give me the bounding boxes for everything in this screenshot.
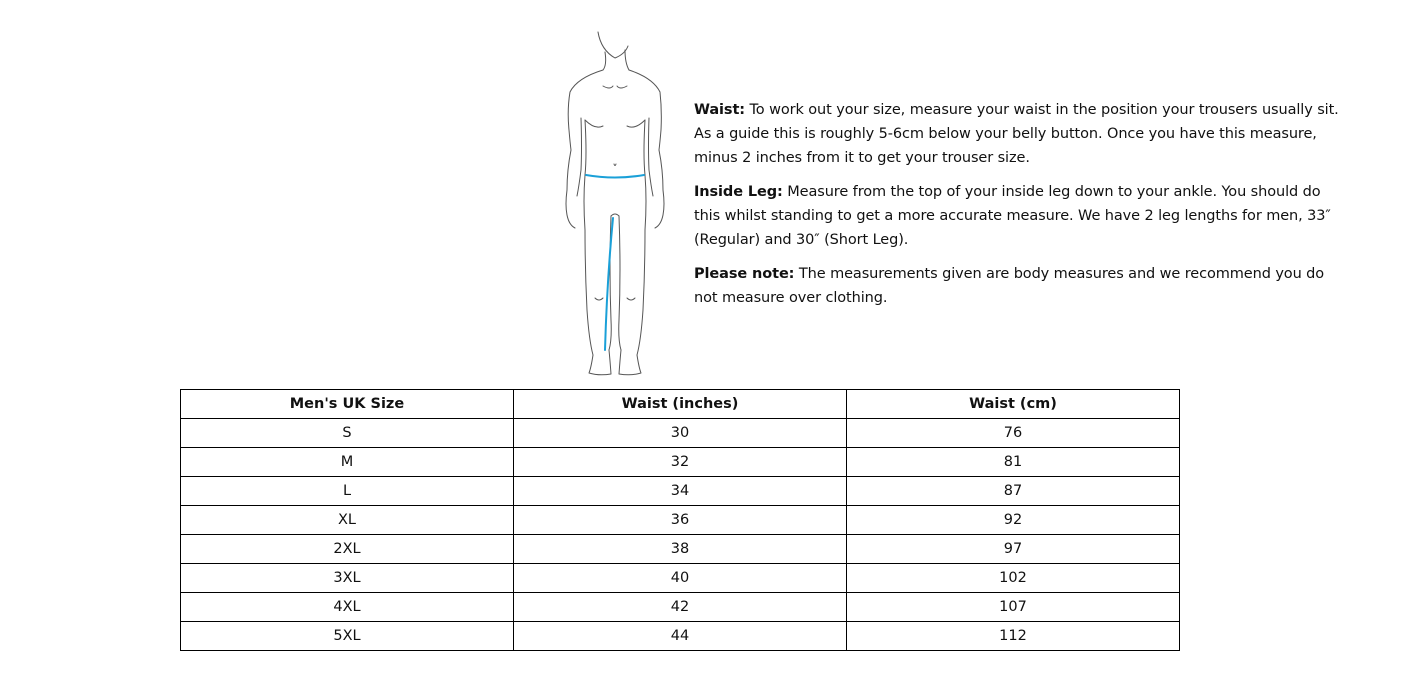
cell-waist-inches: 30	[513, 419, 846, 448]
cell-size: M	[181, 448, 514, 477]
table-row	[181, 593, 1180, 622]
header-waist-inches: Waist (inches)	[513, 390, 846, 419]
cell-waist-inches: 38	[513, 535, 846, 564]
please-note-label: Please note:	[694, 266, 795, 282]
cell-size: S	[181, 419, 514, 448]
table-row	[181, 419, 1180, 448]
cell-size: 5XL	[181, 622, 514, 651]
cell-size: 2XL	[181, 535, 514, 564]
waist-note-text: To work out your size, measure your waist in the position your trousers usually sit. As a guide this is roughly 5-6cm below your belly button. Once you have this measure, minus 2 inches from it to get your trouser size.	[694, 102, 1339, 166]
cell-size: XL	[181, 506, 514, 535]
table-row	[181, 564, 1180, 593]
please-note	[694, 262, 1344, 310]
table-row	[181, 506, 1180, 535]
body-measurement-figure	[555, 30, 675, 380]
inside-leg-note	[694, 180, 1344, 252]
waist-note-label: Waist:	[694, 102, 745, 118]
please-note-text: The measurements given are body measures and we recommend you do not measure over clothing.	[694, 266, 1325, 306]
cell-waist-inches: 34	[513, 477, 846, 506]
cell-waist-cm: 97	[847, 535, 1180, 564]
table-row	[181, 477, 1180, 506]
cell-waist-inches: 44	[513, 622, 846, 651]
body-outline-illustration	[555, 30, 675, 380]
cell-size: L	[181, 477, 514, 506]
table-row	[181, 448, 1180, 477]
cell-waist-cm: 76	[847, 419, 1180, 448]
waist-measure-line	[586, 175, 644, 178]
cell-size: 4XL	[181, 593, 514, 622]
table-row	[181, 535, 1180, 564]
cell-waist-cm: 92	[847, 506, 1180, 535]
table-row	[181, 622, 1180, 651]
header-uk-size: Men's UK Size	[181, 390, 514, 419]
cell-waist-inches: 40	[513, 564, 846, 593]
inside-leg-measure-line	[605, 218, 613, 350]
inside-leg-note-text: Measure from the top of your inside leg down to your ankle. You should do this whilst standing to get a more accurate measure. We have 2 leg lengths for men, 33″ (Regular) and 30″ (Short Leg).	[694, 184, 1331, 248]
cell-waist-cm: 87	[847, 477, 1180, 506]
header-waist-cm: Waist (cm)	[847, 390, 1180, 419]
cell-waist-inches: 32	[513, 448, 846, 477]
cell-waist-cm: 102	[847, 564, 1180, 593]
cell-waist-inches: 36	[513, 506, 846, 535]
measurement-instructions	[694, 98, 1344, 320]
waist-note	[694, 98, 1344, 170]
cell-waist-cm: 112	[847, 622, 1180, 651]
cell-waist-cm: 81	[847, 448, 1180, 477]
size-chart-table	[180, 389, 1180, 651]
cell-waist-inches: 42	[513, 593, 846, 622]
inside-leg-note-label: Inside Leg:	[694, 184, 783, 200]
table-header-row	[181, 390, 1180, 419]
cell-size: 3XL	[181, 564, 514, 593]
cell-waist-cm: 107	[847, 593, 1180, 622]
